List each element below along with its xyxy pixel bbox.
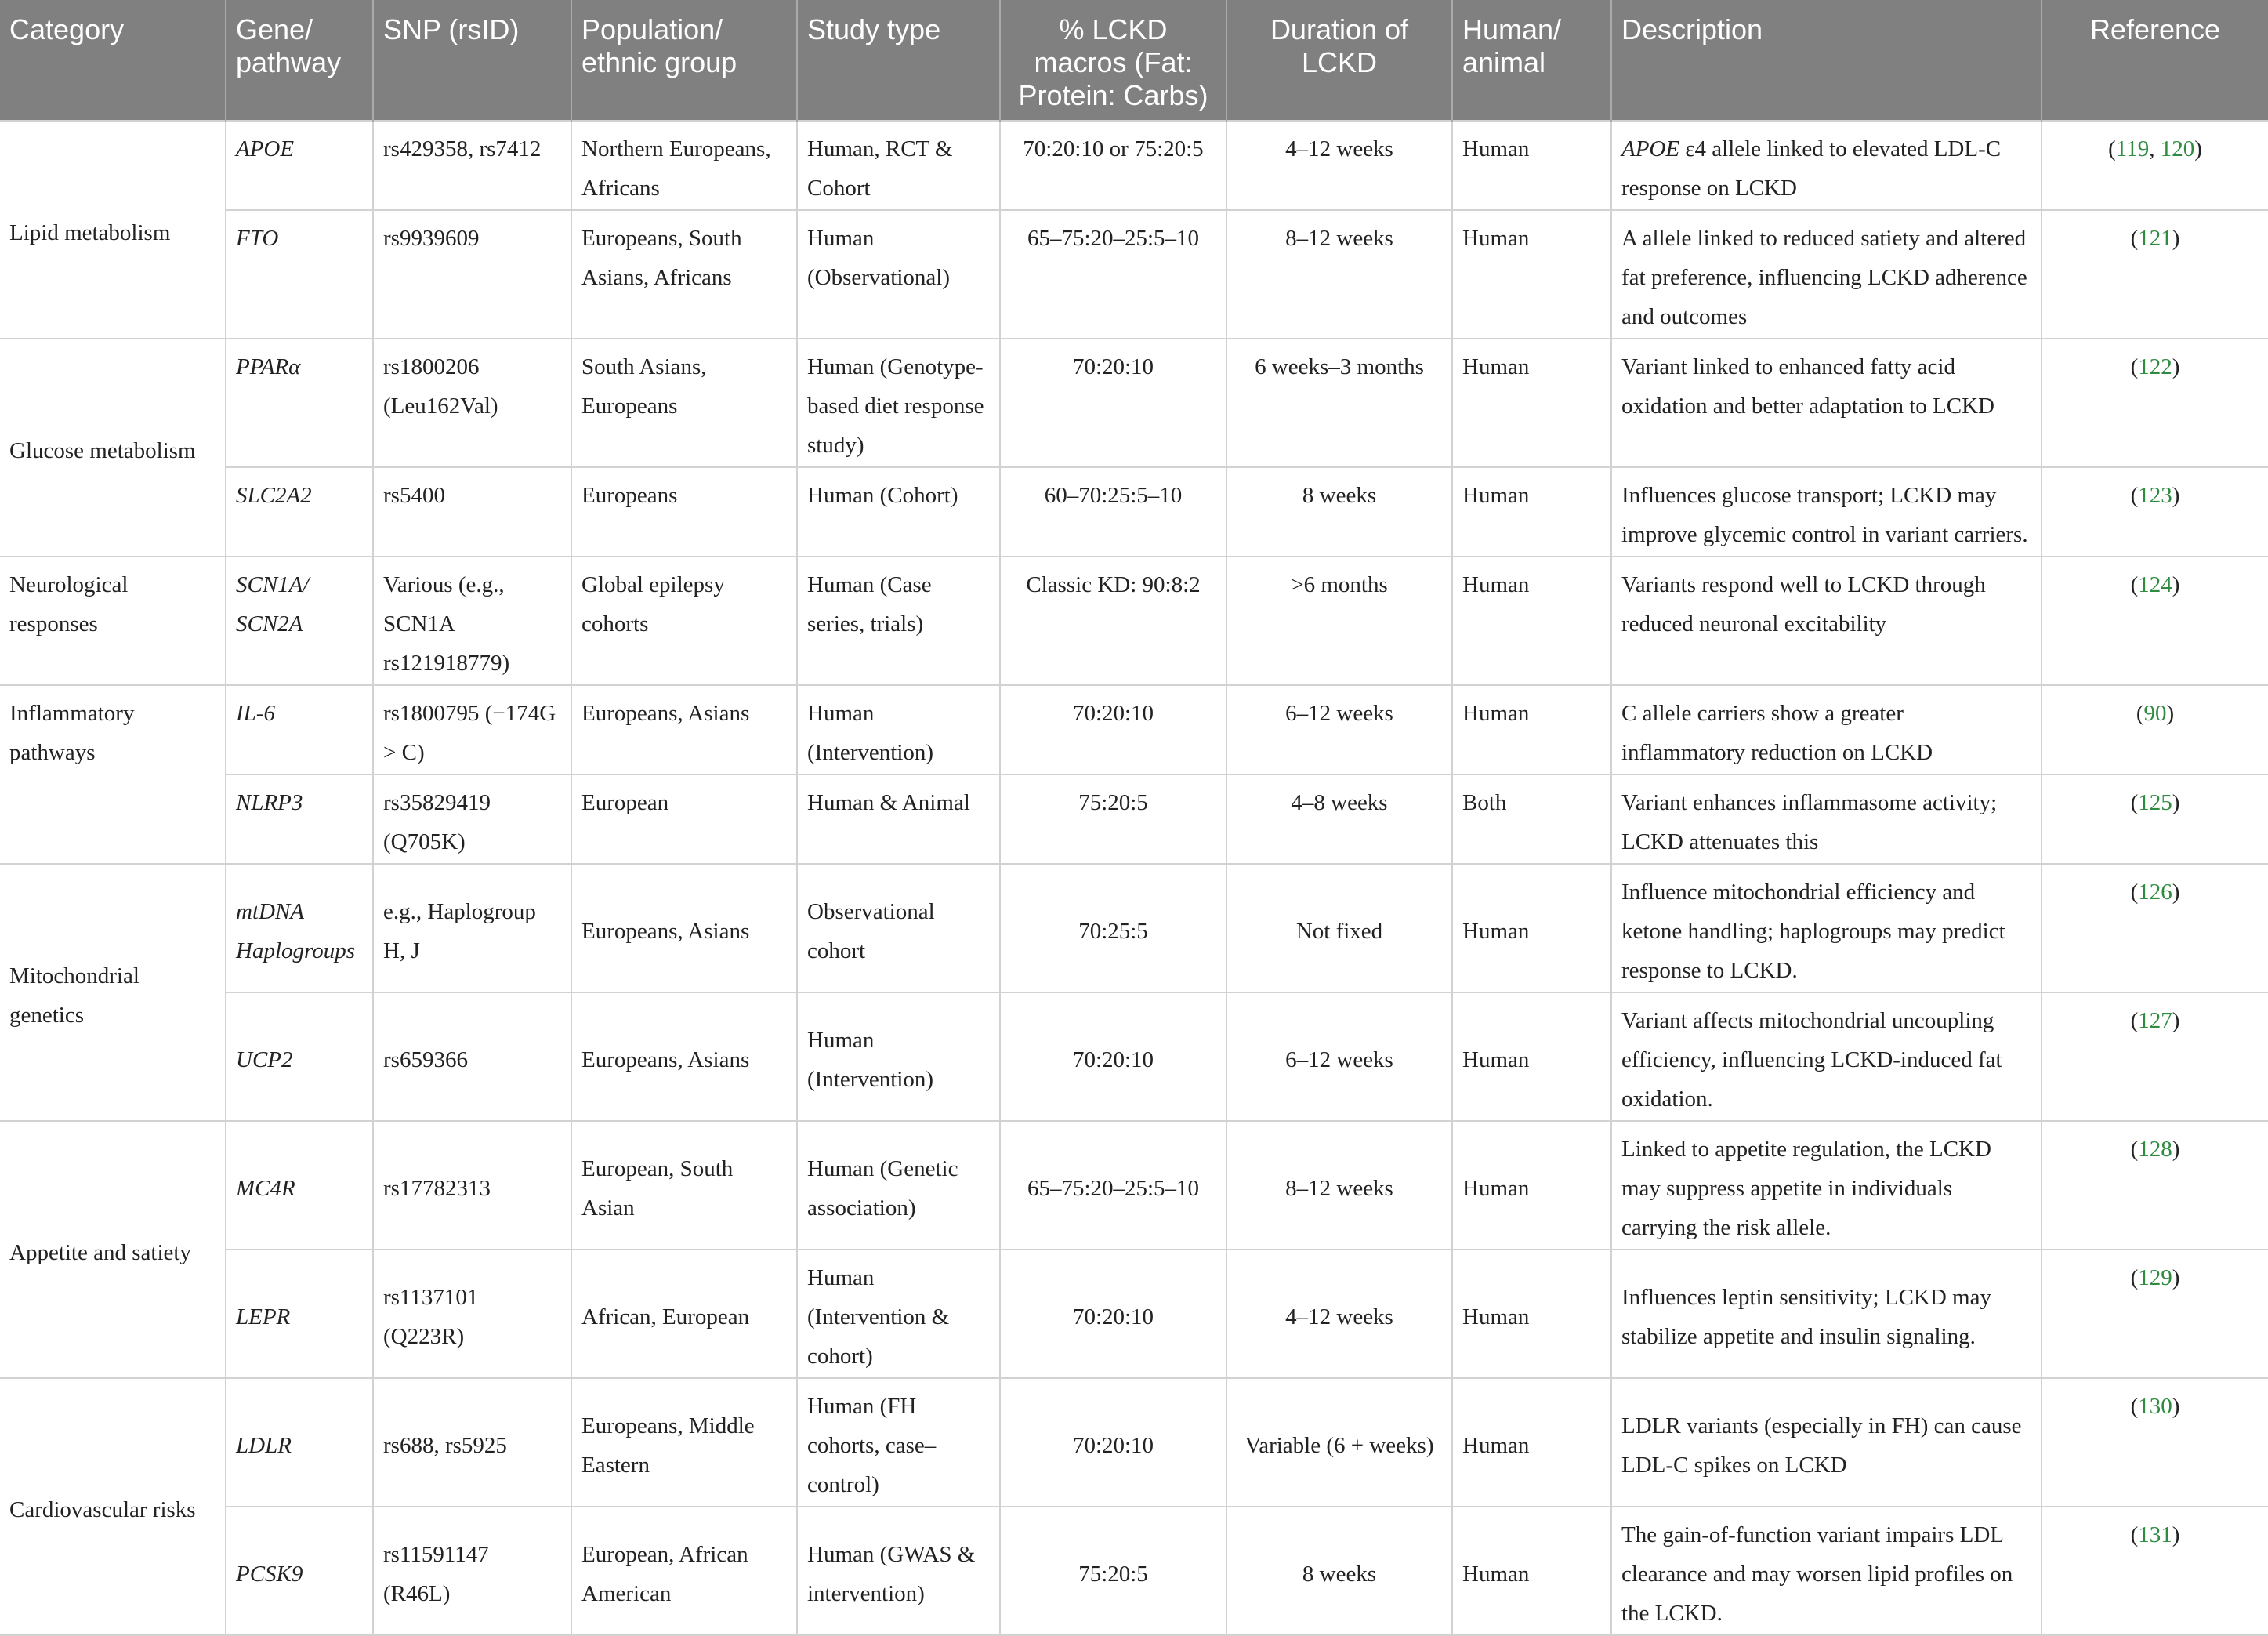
population-cell: Europeans xyxy=(571,467,797,557)
reference-cell xyxy=(2042,1507,2268,1635)
reference-link[interactable]: 126 xyxy=(2138,880,2172,905)
human-cell: Human xyxy=(1452,1378,1611,1507)
ref-paren: ( xyxy=(2130,483,2139,508)
snp-cell: rs688, rs5925 xyxy=(373,1378,571,1507)
population-cell: Europeans, Middle Eastern xyxy=(571,1378,797,1507)
snp-cell: rs659366 xyxy=(373,992,571,1121)
header-snp: SNP (rsID) xyxy=(373,0,571,121)
macros-cell: 70:20:10 xyxy=(1000,339,1226,467)
human-cell: Human xyxy=(1452,339,1611,467)
reference-link[interactable]: 123 xyxy=(2138,483,2172,508)
ref-paren: ) xyxy=(2172,790,2180,815)
population-cell: Northern Europeans, Africans xyxy=(571,121,797,210)
gene-cell: APOE xyxy=(226,121,373,210)
ref-paren: ) xyxy=(2172,1522,2180,1547)
table-row xyxy=(0,121,2268,210)
reference-cell xyxy=(2042,1378,2268,1507)
study-cell: Human (Intervention & cohort) xyxy=(797,1250,1000,1378)
table-row xyxy=(0,557,2268,685)
gene-cell: IL-6 xyxy=(226,685,373,774)
macros-cell: 70:20:10 or 75:20:5 xyxy=(1000,121,1226,210)
reference-link[interactable]: 130 xyxy=(2138,1394,2172,1419)
reference-link[interactable]: 127 xyxy=(2138,1008,2172,1033)
study-cell: Human (Intervention) xyxy=(797,992,1000,1121)
human-cell: Human xyxy=(1452,121,1611,210)
population-cell: Global epilepsy cohorts xyxy=(571,557,797,685)
study-cell: Human (Case series, trials) xyxy=(797,557,1000,685)
duration-cell: 8–12 weeks xyxy=(1226,1121,1452,1250)
macros-cell: 70:20:10 xyxy=(1000,1378,1226,1507)
macros-cell: 60–70:25:5–10 xyxy=(1000,467,1226,557)
category-cell: Glucose metabolism xyxy=(0,339,226,557)
reference-link[interactable]: 122 xyxy=(2138,354,2172,379)
population-cell: South Asians, Europeans xyxy=(571,339,797,467)
category-cell: Cardiovascular risks xyxy=(0,1378,226,1635)
header-category: Category xyxy=(0,0,226,121)
description-cell: C allele carriers show a greater inflammatory reduction on LCKD xyxy=(1611,685,2042,774)
reference-cell xyxy=(2042,210,2268,339)
table-row xyxy=(0,210,2268,339)
table-row xyxy=(0,992,2268,1121)
duration-cell: 4–8 weeks xyxy=(1226,774,1452,864)
category-cell: Neurological responses xyxy=(0,557,226,685)
human-cell: Both xyxy=(1452,774,1611,864)
study-cell: Human (Cohort) xyxy=(797,467,1000,557)
human-cell: Human xyxy=(1452,1507,1611,1635)
ref-paren: ) xyxy=(2172,1137,2180,1162)
header-gene: Gene/ pathway xyxy=(226,0,373,121)
table-row xyxy=(0,1378,2268,1507)
description-text: ε4 allele linked to elevated LDL-C response on LCKD xyxy=(1621,136,2002,201)
macros-cell: 75:20:5 xyxy=(1000,774,1226,864)
macros-cell: 65–75:20–25:5–10 xyxy=(1000,1121,1226,1250)
description-cell: The gain-of-function variant impairs LDL clearance and may worsen lipid profiles on the LCKD. xyxy=(1611,1507,2042,1635)
gene-cell: NLRP3 xyxy=(226,774,373,864)
gene-cell: LDLR xyxy=(226,1378,373,1507)
table-row xyxy=(0,1121,2268,1250)
reference-link[interactable]: 121 xyxy=(2138,226,2172,251)
population-cell: Europeans, South Asians, Africans xyxy=(571,210,797,339)
study-cell: Human & Animal xyxy=(797,774,1000,864)
header-row xyxy=(0,0,2268,121)
population-cell: Europeans, Asians xyxy=(571,864,797,992)
snp-cell: rs17782313 xyxy=(373,1121,571,1250)
ref-paren: ( xyxy=(2130,354,2139,379)
human-cell: Human xyxy=(1452,1250,1611,1378)
macros-cell: 70:20:10 xyxy=(1000,1250,1226,1378)
reference-link[interactable]: 129 xyxy=(2138,1265,2172,1290)
ref-paren: ) xyxy=(2172,880,2180,905)
duration-cell: 6–12 weeks xyxy=(1226,685,1452,774)
snp-cell: rs35829419 (Q705K) xyxy=(373,774,571,864)
human-cell: Human xyxy=(1452,1121,1611,1250)
snp-cell: rs1800795 (−174G > C) xyxy=(373,685,571,774)
macros-cell: Classic KD: 90:8:2 xyxy=(1000,557,1226,685)
category-cell: Mitochondrial genetics xyxy=(0,864,226,1121)
reference-link[interactable]: 125 xyxy=(2138,790,2172,815)
ref-paren: ( xyxy=(2130,226,2139,251)
table-row xyxy=(0,339,2268,467)
table-row xyxy=(0,774,2268,864)
header-population: Population/ ethnic group xyxy=(571,0,797,121)
reference-cell xyxy=(2042,467,2268,557)
gene-cell: SLC2A2 xyxy=(226,467,373,557)
gene-cell: LEPR xyxy=(226,1250,373,1378)
ref-paren: ) xyxy=(2172,1265,2180,1290)
duration-cell: 4–12 weeks xyxy=(1226,1250,1452,1378)
table-row xyxy=(0,1250,2268,1378)
duration-cell: 6 weeks–3 months xyxy=(1226,339,1452,467)
description-cell: Variant linked to enhanced fatty acid oxidation and better adaptation to LCKD xyxy=(1611,339,2042,467)
population-cell: Europeans, Asians xyxy=(571,685,797,774)
macros-cell: 70:20:10 xyxy=(1000,685,1226,774)
reference-link[interactable]: 90 xyxy=(2143,701,2167,726)
population-cell: African, European xyxy=(571,1250,797,1378)
duration-cell: 4–12 weeks xyxy=(1226,121,1452,210)
population-cell: Europeans, Asians xyxy=(571,992,797,1121)
description-cell: Linked to appetite regulation, the LCKD may suppress appetite in individuals carrying the risk allele. xyxy=(1611,1121,2042,1250)
study-cell: Human (Intervention) xyxy=(797,685,1000,774)
ref-paren: ( xyxy=(2130,1008,2139,1033)
ref-paren: ) xyxy=(2166,701,2175,726)
snp-cell: Various (e.g., SCN1A rs121918779) xyxy=(373,557,571,685)
reference-link[interactable]: 124 xyxy=(2138,572,2172,597)
reference-cell xyxy=(2042,557,2268,685)
table-row xyxy=(0,1507,2268,1635)
gene-cell: FTO xyxy=(226,210,373,339)
snp-cell: rs11591147 (R46L) xyxy=(373,1507,571,1635)
ref-paren: ( xyxy=(2108,136,2116,161)
header-macros: % LCKD macros (Fat: Protein: Carbs) xyxy=(1000,0,1226,121)
gene-cell: MC4R xyxy=(226,1121,373,1250)
ref-paren: ) xyxy=(2194,136,2202,161)
ref-paren: ) xyxy=(2172,1394,2180,1419)
ref-paren: ) xyxy=(2172,572,2180,597)
duration-cell: Not fixed xyxy=(1226,864,1452,992)
ref-paren: ( xyxy=(2130,790,2139,815)
description-cell: Influences leptin sensitivity; LCKD may stabilize appetite and insulin signaling. xyxy=(1611,1250,2042,1378)
description-cell: Variant enhances inflammasome activity; LCKD attenuates this xyxy=(1611,774,2042,864)
study-cell: Human (Genetic association) xyxy=(797,1121,1000,1250)
ref-paren: ) xyxy=(2172,1008,2180,1033)
macros-cell: 70:25:5 xyxy=(1000,864,1226,992)
duration-cell: 8–12 weeks xyxy=(1226,210,1452,339)
study-cell: Human, RCT & Cohort xyxy=(797,121,1000,210)
reference-cell xyxy=(2042,339,2268,467)
duration-cell: 6–12 weeks xyxy=(1226,992,1452,1121)
population-cell: European, African American xyxy=(571,1507,797,1635)
ref-paren: ) xyxy=(2172,226,2180,251)
snp-cell: rs1137101 (Q223R) xyxy=(373,1250,571,1378)
ref-paren: ( xyxy=(2130,1137,2139,1162)
reference-cell xyxy=(2042,992,2268,1121)
ref-paren: ( xyxy=(2130,880,2139,905)
ref-paren: ( xyxy=(2130,572,2139,597)
ref-paren: ) xyxy=(2172,354,2180,379)
duration-cell: 8 weeks xyxy=(1226,467,1452,557)
study-cell: Human (GWAS & intervention) xyxy=(797,1507,1000,1635)
category-cell: Lipid metabolism xyxy=(0,121,226,339)
duration-cell: Variable (6 + weeks) xyxy=(1226,1378,1452,1507)
header-duration: Duration of LCKD xyxy=(1226,0,1452,121)
human-cell: Human xyxy=(1452,467,1611,557)
human-cell: Human xyxy=(1452,685,1611,774)
gene-name-italic: APOE xyxy=(1621,136,1680,161)
description-cell: Variants respond well to LCKD through reduced neuronal excitability xyxy=(1611,557,2042,685)
ref-paren: ) xyxy=(2172,483,2180,508)
human-cell: Human xyxy=(1452,557,1611,685)
population-cell: European xyxy=(571,774,797,864)
ref-paren: ( xyxy=(2130,1265,2139,1290)
duration-cell: >6 months xyxy=(1226,557,1452,685)
snp-cell: rs1800206 (Leu162Val) xyxy=(373,339,571,467)
macros-cell: 70:20:10 xyxy=(1000,992,1226,1121)
population-cell: European, South Asian xyxy=(571,1121,797,1250)
gene-cell: UCP2 xyxy=(226,992,373,1121)
description-cell xyxy=(1611,121,2042,210)
human-cell: Human xyxy=(1452,992,1611,1121)
gene-cell: PPARα xyxy=(226,339,373,467)
study-cell: Human (Observational) xyxy=(797,210,1000,339)
header-reference: Reference xyxy=(2042,0,2268,121)
reference-link[interactable]: 119 xyxy=(2115,136,2150,161)
description-cell: Influence mitochondrial efficiency and ketone handling; haplogroups may predict response to LCKD. xyxy=(1611,864,2042,992)
ref-paren: ( xyxy=(2130,1394,2139,1419)
reference-cell xyxy=(2042,685,2268,774)
snp-cell: e.g., Haplogroup H, J xyxy=(373,864,571,992)
reference-cell xyxy=(2042,121,2268,210)
reference-link[interactable]: 120 xyxy=(2160,136,2195,161)
ref-paren: ( xyxy=(2130,1522,2139,1547)
table-row xyxy=(0,685,2268,774)
gene-cell: mtDNA Haplogroups xyxy=(226,864,373,992)
category-cell: Appetite and satiety xyxy=(0,1121,226,1378)
category-cell: Inflammatory pathways xyxy=(0,685,226,864)
table-row xyxy=(0,864,2268,992)
reference-link[interactable]: 128 xyxy=(2138,1137,2172,1162)
duration-cell: 8 weeks xyxy=(1226,1507,1452,1635)
snp-cell: rs9939609 xyxy=(373,210,571,339)
snp-cell: rs5400 xyxy=(373,467,571,557)
reference-cell xyxy=(2042,864,2268,992)
macros-cell: 65–75:20–25:5–10 xyxy=(1000,210,1226,339)
gene-cell: PCSK9 xyxy=(226,1507,373,1635)
study-cell: Observational cohort xyxy=(797,864,1000,992)
reference-cell xyxy=(2042,1121,2268,1250)
study-cell: Human (FH cohorts, case–control) xyxy=(797,1378,1000,1507)
macros-cell: 75:20:5 xyxy=(1000,1507,1226,1635)
header-study: Study type xyxy=(797,0,1000,121)
gene-cell: SCN1A/ SCN2A xyxy=(226,557,373,685)
description-cell: Influences glucose transport; LCKD may improve glycemic control in variant carriers. xyxy=(1611,467,2042,557)
snp-cell: rs429358, rs7412 xyxy=(373,121,571,210)
description-cell: Variant affects mitochondrial uncoupling efficiency, influencing LCKD-induced fat oxidation. xyxy=(1611,992,2042,1121)
study-cell: Human (Genotype-based diet response study) xyxy=(797,339,1000,467)
description-cell: A allele linked to reduced satiety and altered fat preference, influencing LCKD adherence and outcomes xyxy=(1611,210,2042,339)
ref-separator: , xyxy=(2149,136,2161,161)
header-human: Human/ animal xyxy=(1452,0,1611,121)
reference-cell xyxy=(2042,774,2268,864)
reference-cell xyxy=(2042,1250,2268,1378)
description-cell: LDLR variants (especially in FH) can cause LDL-C spikes on LCKD xyxy=(1611,1378,2042,1507)
human-cell: Human xyxy=(1452,210,1611,339)
header-description: Description xyxy=(1611,0,2042,121)
human-cell: Human xyxy=(1452,864,1611,992)
table-row xyxy=(0,467,2268,557)
reference-link[interactable]: 131 xyxy=(2138,1522,2172,1547)
ref-paren: ( xyxy=(2136,701,2144,726)
